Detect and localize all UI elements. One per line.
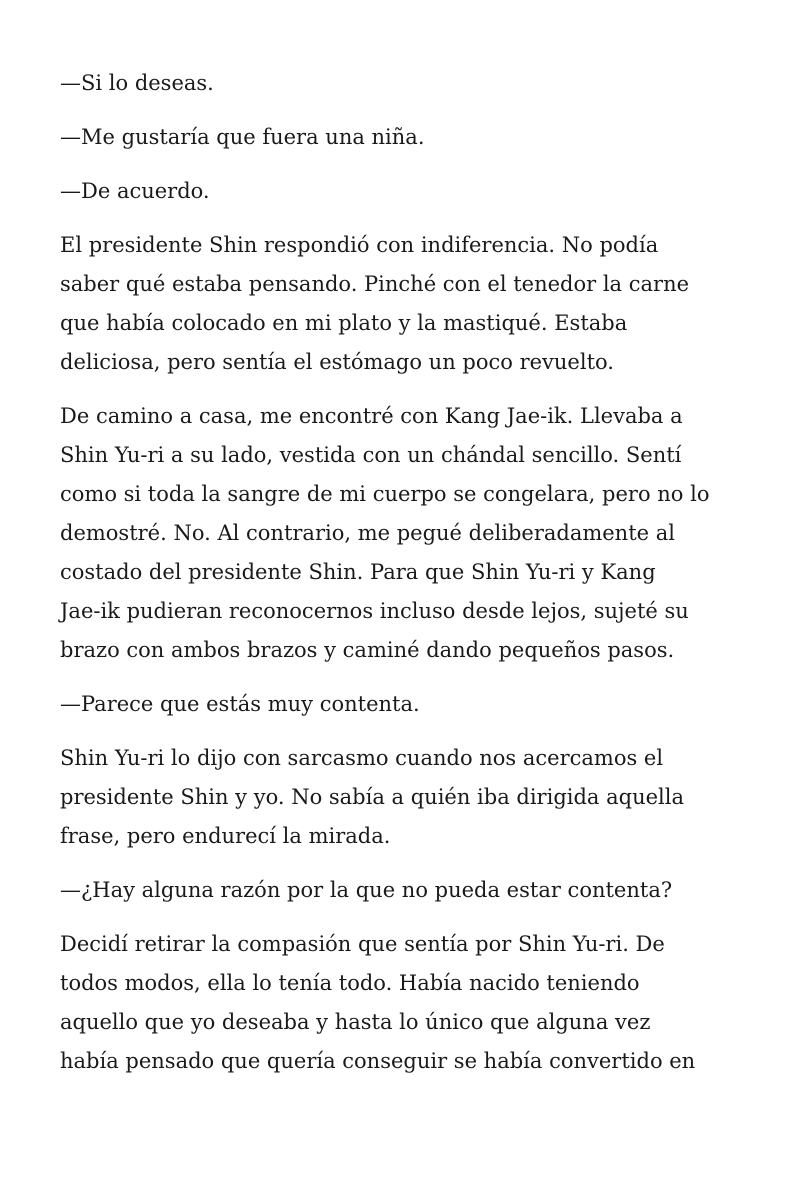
text-line: como si toda la sangre de mi cuerpo se congelara, pero no lo <box>60 482 710 506</box>
dialogue-paragraph <box>60 685 740 724</box>
text-line: El presidente Shin respondió con indiferencia. No podía <box>60 233 659 257</box>
text-line: Shin Yu-ri a su lado, vestida con un chándal sencillo. Sentí <box>60 443 682 467</box>
text-line: Decidí retirar la compasión que sentía por Shin Yu-ri. De <box>60 932 665 956</box>
text-line: brazo con ambos brazos y caminé dando pequeños pasos. <box>60 638 675 662</box>
text-line: presidente Shin y yo. No sabía a quién iba dirigida aquella <box>60 785 684 809</box>
text-line: todos modos, ella lo tenía todo. Había nacido teniendo <box>60 971 640 995</box>
dialogue-paragraph <box>60 118 740 157</box>
text-line: —Si lo deseas. <box>60 71 214 95</box>
narrative-paragraph <box>60 739 740 856</box>
text-line: Shin Yu-ri lo dijo con sarcasmo cuando nos acercamos el <box>60 746 664 770</box>
text-line: demostré. No. Al contrario, me pegué deliberadamente al <box>60 521 675 545</box>
text-line: que había colocado en mi plato y la mastiqué. Estaba <box>60 311 628 335</box>
text-line: costado del presidente Shin. Para que Shin Yu-ri y Kang <box>60 560 656 584</box>
text-line: había pensado que quería conseguir se había convertido en <box>60 1049 696 1073</box>
text-line: De camino a casa, me encontré con Kang Jae-ik. Llevaba a <box>60 404 683 428</box>
text-line: aquello que yo deseaba y hasta lo único que alguna vez <box>60 1010 651 1034</box>
text-line: frase, pero endurecí la mirada. <box>60 824 391 848</box>
narrative-paragraph <box>60 925 740 1081</box>
dialogue-paragraph <box>60 172 740 211</box>
dialogue-paragraph <box>60 871 740 910</box>
text-line: Jae-ik pudieran reconocernos incluso desde lejos, sujeté su <box>60 599 689 623</box>
narrative-paragraph <box>60 397 740 670</box>
text-line: saber qué estaba pensando. Pinché con el tenedor la carne <box>60 272 690 296</box>
text-line: deliciosa, pero sentía el estómago un poco revuelto. <box>60 350 614 374</box>
text-line: —De acuerdo. <box>60 179 210 203</box>
dialogue-paragraph <box>60 64 740 103</box>
text-line: —Me gustaría que fuera una niña. <box>60 125 425 149</box>
text-line: —¿Hay alguna razón por la que no pueda estar contenta? <box>60 878 673 902</box>
text-line: —Parece que estás muy contenta. <box>60 692 420 716</box>
narrative-paragraph <box>60 226 740 382</box>
